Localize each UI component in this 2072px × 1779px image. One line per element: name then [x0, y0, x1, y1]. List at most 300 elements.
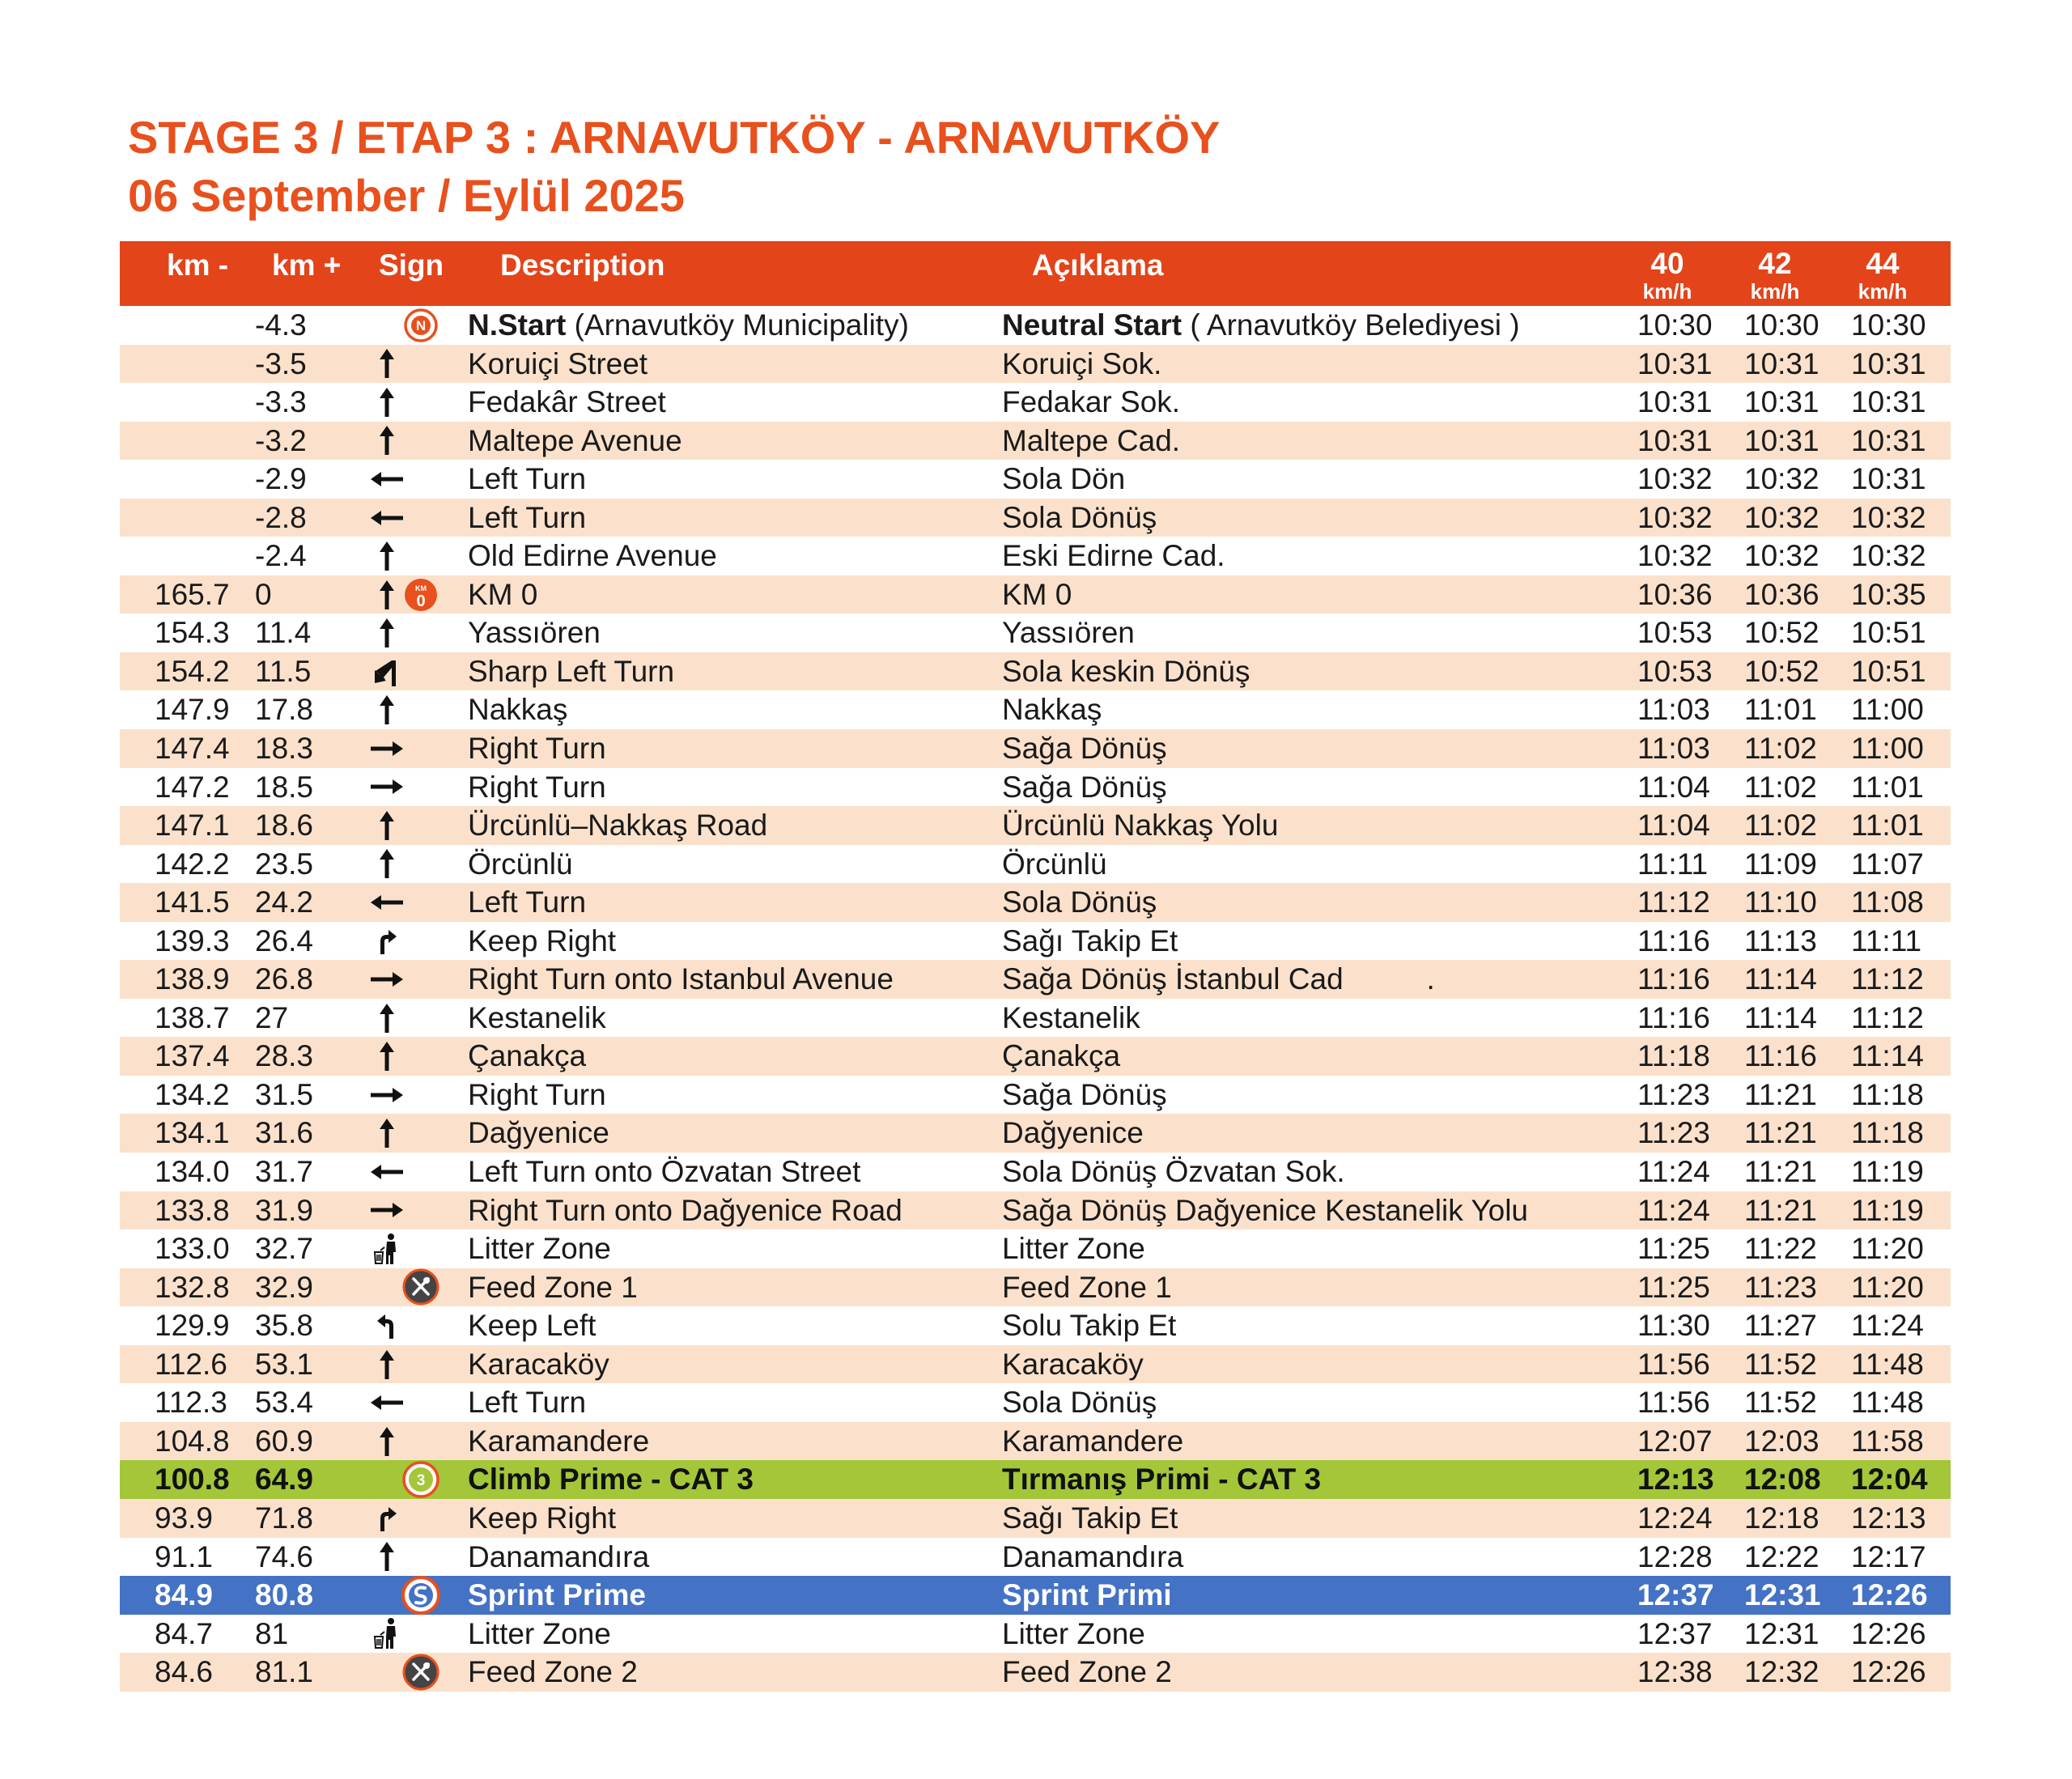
aciklama-cell: Litter Zone — [1002, 1616, 1145, 1650]
table-row — [120, 1499, 1951, 1538]
aciklama-cell: Sola Dönüş — [1002, 500, 1157, 534]
description-cell: Keep Left — [468, 1309, 597, 1343]
km-plus-cell: 31.7 — [255, 1155, 314, 1189]
time-40-cell: 10:31 — [1637, 423, 1713, 457]
aciklama-cell: Karacaköy — [1002, 1347, 1144, 1381]
km-plus-cell: 31.9 — [255, 1193, 314, 1227]
time-40-cell: 10:32 — [1637, 462, 1713, 496]
aciklama-cell: Kestanelik — [1002, 1000, 1140, 1034]
km-plus-cell: 81.1 — [255, 1655, 314, 1689]
time-40-cell: 11:16 — [1637, 923, 1710, 957]
time-42-cell: 11:14 — [1744, 1000, 1817, 1034]
time-40-cell: 11:04 — [1637, 809, 1710, 843]
time-42-cell: 11:21 — [1744, 1077, 1817, 1111]
badge-empty — [398, 1345, 444, 1384]
time-42-cell: 11:16 — [1744, 1039, 1817, 1073]
time-42-cell: 10:36 — [1744, 577, 1819, 611]
time-42-cell: 11:22 — [1744, 1232, 1817, 1266]
time-40-cell: 12:07 — [1637, 1424, 1713, 1458]
aciklama-cell: Tırmanış Primi - CAT 3 — [1002, 1463, 1322, 1497]
description-cell: Left Turn — [468, 1386, 587, 1420]
aciklama-cell: Sola Dönüş Özvatan Sok. — [1002, 1155, 1345, 1189]
time-40-cell: 11:18 — [1637, 1039, 1710, 1073]
km-minus-cell: 84.9 — [155, 1578, 214, 1612]
table-row — [120, 1306, 1951, 1345]
aciklama-cell: Sola Dön — [1002, 462, 1126, 496]
km-minus-cell: 100.8 — [155, 1463, 230, 1497]
table-row — [120, 1653, 1951, 1692]
description-cell: Litter Zone — [468, 1616, 611, 1650]
time-42-cell: 12:08 — [1744, 1463, 1821, 1497]
km-minus-cell: 93.9 — [155, 1501, 214, 1535]
badge-empty — [398, 422, 444, 461]
aciklama-cell: Litter Zone — [1002, 1232, 1145, 1266]
badge-empty — [398, 999, 444, 1038]
description-cell: Fedakâr Street — [468, 385, 666, 419]
badge-empty — [398, 1037, 444, 1076]
km-plus-cell: 53.1 — [255, 1347, 314, 1381]
time-40-cell: 11:25 — [1637, 1232, 1710, 1266]
km-minus-cell: 141.5 — [155, 885, 230, 919]
time-44-cell: 12:13 — [1851, 1501, 1926, 1535]
table-row — [120, 1460, 1951, 1499]
time-40-cell: 11:56 — [1637, 1386, 1710, 1420]
badge-empty — [398, 1615, 444, 1654]
description-rest: (Arnavutköy Municipality) — [566, 308, 909, 342]
table-row — [120, 537, 1951, 575]
description-cell: Left Turn — [468, 462, 587, 496]
time-44-cell: 11:12 — [1851, 1000, 1924, 1034]
badge-empty — [398, 499, 444, 537]
badge-empty — [398, 537, 444, 575]
badge-empty — [398, 460, 444, 499]
table-row — [120, 960, 1951, 999]
aciklama-cell: Eski Edirne Cad. — [1002, 539, 1225, 573]
time-42-cell: 10:31 — [1744, 346, 1819, 380]
table-row — [120, 768, 1951, 807]
km-plus-cell: 28.3 — [255, 1039, 314, 1073]
time-42-cell: 11:52 — [1744, 1347, 1817, 1381]
time-40-cell: 11:16 — [1637, 1000, 1710, 1034]
description-cell: Right Turn — [468, 732, 606, 766]
feed-zone-icon — [398, 1268, 444, 1307]
aciklama-bold: Neutral Start — [1002, 308, 1182, 342]
time-44-cell: 10:31 — [1851, 385, 1926, 419]
km-plus-cell: -2.4 — [255, 539, 307, 573]
badge-empty — [398, 883, 444, 922]
description-cell: Maltepe Avenue — [468, 423, 682, 457]
description-cell: Çanakça — [468, 1039, 587, 1073]
time-40-cell: 11:25 — [1637, 1270, 1710, 1304]
km-plus-cell: -3.5 — [255, 346, 307, 380]
badge-empty — [398, 1229, 444, 1268]
description-cell: Koruiçi Street — [468, 346, 648, 380]
badge-empty — [398, 383, 444, 422]
time-42-cell: 11:21 — [1744, 1193, 1817, 1227]
time-42-cell: 10:31 — [1744, 423, 1819, 457]
table-row — [120, 652, 1951, 691]
aciklama-cell: Nakkaş — [1002, 693, 1102, 727]
time-42-cell: 12:31 — [1744, 1578, 1821, 1612]
km-plus-cell: 32.9 — [255, 1270, 314, 1304]
description-cell: Feed Zone 1 — [468, 1270, 638, 1304]
aciklama-cell: Sağa Dönüş Dağyenice Kestanelik Yolu — [1002, 1193, 1529, 1227]
km-badge-number: 0 — [416, 592, 426, 610]
km-plus-cell: 11.4 — [255, 616, 312, 650]
description-cell — [468, 306, 909, 345]
km-minus-cell: 154.2 — [155, 654, 230, 688]
time-42-cell: 11:02 — [1744, 770, 1817, 804]
speed-unit: km/h — [1858, 279, 1908, 304]
time-40-cell: 11:16 — [1637, 962, 1710, 996]
time-40-cell: 10:32 — [1637, 500, 1713, 534]
table-row — [120, 306, 1951, 345]
km-zero-icon — [398, 575, 444, 614]
time-44-cell: 11:48 — [1851, 1347, 1924, 1381]
time-40-cell: 10:31 — [1637, 346, 1713, 380]
page-title: STAGE 3 / ETAP 3 : ARNAVUTKÖY - ARNAVUTKÖY — [128, 112, 1221, 163]
km-minus-cell: 142.2 — [155, 847, 230, 881]
km-minus-cell: 104.8 — [155, 1424, 230, 1458]
header-aciklama: Açıklama — [1032, 248, 1164, 282]
table-row — [120, 575, 1951, 614]
km-plus-cell: -3.2 — [255, 423, 307, 457]
km-plus-cell: 80.8 — [255, 1578, 314, 1612]
time-44-cell: 10:51 — [1851, 654, 1926, 688]
neutral-start-icon — [398, 306, 444, 345]
time-44-cell: 11:11 — [1851, 923, 1922, 957]
aciklama-cell: Feed Zone 2 — [1002, 1655, 1172, 1689]
time-42-cell: 11:13 — [1744, 923, 1817, 957]
time-44-cell: 11:24 — [1851, 1309, 1924, 1343]
aciklama-cell: Dağyenice — [1002, 1116, 1144, 1150]
km-minus-cell: 84.7 — [155, 1616, 214, 1650]
speed-unit: km/h — [1750, 279, 1800, 304]
table-row — [120, 1191, 1951, 1230]
time-42-cell: 11:27 — [1744, 1309, 1817, 1343]
km-minus-cell: 112.6 — [155, 1347, 227, 1381]
aciklama-cell: Solu Takip Et — [1002, 1309, 1177, 1343]
km-plus-cell: 31.5 — [255, 1077, 314, 1111]
time-44-cell: 10:31 — [1851, 423, 1926, 457]
table-row — [120, 1576, 1951, 1615]
time-40-cell: 10:53 — [1637, 616, 1713, 650]
aciklama-cell: Karamandere — [1002, 1424, 1184, 1458]
aciklama-cell: Maltepe Cad. — [1002, 423, 1181, 457]
header-sign: Sign — [379, 248, 444, 282]
km-plus-cell: 31.6 — [255, 1116, 314, 1150]
km-plus-cell: 11.5 — [255, 654, 312, 688]
km-plus-cell: 24.2 — [255, 885, 314, 919]
description-cell: Sharp Left Turn — [468, 654, 675, 688]
km-plus-cell: 74.6 — [255, 1539, 314, 1573]
time-42-cell: 11:02 — [1744, 809, 1817, 843]
header-speed-42 — [1726, 248, 1824, 303]
km-minus-cell: 154.3 — [155, 616, 230, 650]
time-40-cell: 10:53 — [1637, 654, 1713, 688]
table-body — [120, 306, 1951, 1692]
description-cell: Dağyenice — [468, 1116, 609, 1150]
time-44-cell: 10:32 — [1851, 539, 1926, 573]
time-40-cell: 12:37 — [1637, 1578, 1714, 1612]
km-minus-cell: 132.8 — [155, 1270, 230, 1304]
time-40-cell: 11:04 — [1637, 770, 1710, 804]
time-42-cell: 12:18 — [1744, 1501, 1819, 1535]
table-row — [120, 1229, 1951, 1268]
time-42-cell: 10:32 — [1744, 500, 1819, 534]
description-cell: Ürcünlü–Nakkaş Road — [468, 809, 768, 843]
km-minus-cell: 84.6 — [155, 1655, 214, 1689]
km-minus-cell: 133.0 — [155, 1232, 230, 1266]
km-plus-cell: 35.8 — [255, 1309, 314, 1343]
time-44-cell: 11:01 — [1851, 770, 1924, 804]
badge-empty — [398, 1422, 444, 1461]
table-row — [120, 1076, 1951, 1115]
time-44-cell: 11:18 — [1851, 1116, 1924, 1150]
badge-empty — [398, 922, 444, 961]
time-42-cell: 11:21 — [1744, 1116, 1817, 1150]
description-cell: Right Turn — [468, 770, 606, 804]
km-minus-cell: 165.7 — [155, 577, 230, 611]
km-plus-cell: 17.8 — [255, 693, 314, 727]
badge-empty — [398, 1153, 444, 1191]
km-plus-cell: 26.8 — [255, 962, 314, 996]
table-row — [120, 806, 1951, 845]
time-42-cell: 10:32 — [1744, 539, 1819, 573]
time-44-cell: 12:17 — [1851, 1539, 1926, 1573]
time-40-cell: 11:30 — [1637, 1309, 1710, 1343]
km-plus-cell: 18.6 — [255, 809, 314, 843]
km-minus-cell: 138.7 — [155, 1000, 230, 1034]
badge-empty — [398, 345, 444, 384]
description-cell: Keep Right — [468, 1501, 617, 1535]
description-cell: Sprint Prime — [468, 1578, 646, 1612]
time-40-cell: 10:36 — [1637, 577, 1713, 611]
time-42-cell: 12:32 — [1744, 1655, 1819, 1689]
description-bold: N.Start — [468, 308, 567, 342]
time-44-cell: 12:26 — [1851, 1578, 1928, 1612]
time-44-cell: 11:01 — [1851, 809, 1924, 843]
itinerary-table — [120, 241, 1951, 1692]
aciklama-cell: Sprint Primi — [1002, 1578, 1172, 1612]
km-plus-cell: 0 — [255, 577, 272, 611]
km-plus-cell: 27 — [255, 1000, 289, 1034]
time-44-cell: 10:51 — [1851, 616, 1926, 650]
speed-value: 44 — [1866, 247, 1900, 280]
table-row — [120, 422, 1951, 461]
time-42-cell: 11:10 — [1744, 885, 1817, 919]
aciklama-cell: Sağa Dönüş — [1002, 770, 1167, 804]
time-42-cell: 10:52 — [1744, 654, 1819, 688]
badge-empty — [398, 1191, 444, 1230]
time-40-cell: 11:24 — [1637, 1193, 1710, 1227]
badge-empty — [398, 729, 444, 768]
table-row — [120, 499, 1951, 537]
description-cell: Feed Zone 2 — [468, 1655, 638, 1689]
description-cell: Nakkaş — [468, 693, 568, 727]
header-km-minus: km - — [167, 248, 229, 282]
description-cell: Danamandıra — [468, 1539, 650, 1573]
time-42-cell: 10:31 — [1744, 385, 1819, 419]
time-42-cell: 11:21 — [1744, 1155, 1817, 1189]
aciklama-cell: Sağı Takip Et — [1002, 923, 1178, 957]
aciklama-cell: Sola Dönüş — [1002, 1386, 1157, 1420]
svg-text:N: N — [415, 317, 427, 333]
table-row — [120, 1268, 1951, 1307]
time-40-cell: 10:32 — [1637, 539, 1713, 573]
aciklama-cell: Yassıören — [1002, 616, 1135, 650]
time-44-cell: 11:20 — [1851, 1232, 1924, 1266]
header-km-plus: km + — [272, 248, 342, 282]
time-44-cell: 12:26 — [1851, 1655, 1926, 1689]
table-row — [120, 1538, 1951, 1577]
aciklama-cell: Sağı Takip Et — [1002, 1501, 1178, 1535]
aciklama-cell: Ürcünlü Nakkaş Yolu — [1002, 809, 1279, 843]
time-42-cell: 11:52 — [1744, 1386, 1817, 1420]
description-cell: Left Turn onto Özvatan Street — [468, 1155, 861, 1189]
km-plus-cell: 26.4 — [255, 923, 314, 957]
table-row — [120, 345, 1951, 384]
description-cell: Keep Right — [468, 923, 617, 957]
table-row — [120, 1037, 1951, 1076]
description-cell: Left Turn — [468, 500, 587, 534]
km-plus-cell: 64.9 — [255, 1463, 314, 1497]
aciklama-cell — [1002, 306, 1520, 345]
km-minus-cell: 147.4 — [155, 732, 230, 766]
time-44-cell: 11:14 — [1851, 1039, 1924, 1073]
km-plus-cell: -2.9 — [255, 462, 307, 496]
speed-value: 40 — [1650, 247, 1684, 280]
km-plus-cell: 71.8 — [255, 1501, 314, 1535]
km-minus-cell: 129.9 — [155, 1309, 230, 1343]
aciklama-cell: Danamandıra — [1002, 1539, 1184, 1573]
table-row — [120, 614, 1951, 652]
time-42-cell: 10:52 — [1744, 616, 1819, 650]
description-cell: Yassıören — [468, 616, 601, 650]
badge-empty — [398, 1114, 444, 1153]
table-row — [120, 922, 1951, 961]
time-44-cell: 10:32 — [1851, 500, 1926, 534]
km-plus-cell: 60.9 — [255, 1424, 314, 1458]
badge-empty — [398, 768, 444, 807]
aciklama-rest: ( Arnavutköy Belediyesi ) — [1182, 308, 1520, 342]
time-44-cell: 11:19 — [1851, 1193, 1924, 1227]
km-minus-cell: 147.1 — [155, 809, 230, 843]
climb-category-number: 3 — [416, 1472, 426, 1490]
page-subtitle-date: 06 September / Eylül 2025 — [128, 170, 685, 221]
table-header — [120, 241, 1951, 306]
speed-unit: km/h — [1642, 279, 1692, 304]
time-44-cell: 12:04 — [1851, 1463, 1928, 1497]
badge-empty — [398, 690, 444, 729]
description-cell: Old Edirne Avenue — [468, 539, 717, 573]
time-40-cell: 12:28 — [1637, 1539, 1713, 1573]
km-plus-cell: 81 — [255, 1616, 289, 1650]
time-40-cell: 11:03 — [1637, 693, 1710, 727]
aciklama-cell — [1002, 960, 1435, 999]
time-44-cell: 11:20 — [1851, 1270, 1924, 1304]
description-cell: Kestanelik — [468, 1000, 606, 1034]
aciklama-cell: Sağa Dönüş — [1002, 1077, 1167, 1111]
description-cell: KM 0 — [468, 577, 538, 611]
aciklama-cell: Örcünlü — [1002, 847, 1107, 881]
time-44-cell: 11:18 — [1851, 1077, 1924, 1111]
time-44-cell: 10:35 — [1851, 577, 1926, 611]
time-44-cell: 11:58 — [1851, 1424, 1924, 1458]
badge-empty — [398, 960, 444, 999]
table-row — [120, 1345, 1951, 1384]
time-40-cell: 12:37 — [1637, 1616, 1713, 1650]
time-40-cell: 10:30 — [1637, 308, 1713, 342]
description-cell: Karacaköy — [468, 1347, 609, 1381]
time-40-cell: 12:13 — [1637, 1463, 1714, 1497]
time-44-cell: 12:26 — [1851, 1616, 1926, 1650]
table-row — [120, 729, 1951, 768]
description-cell: Right Turn — [468, 1077, 606, 1111]
time-42-cell: 11:14 — [1744, 962, 1817, 996]
badge-empty — [398, 1306, 444, 1345]
table-row — [120, 460, 1951, 499]
table-row — [120, 1153, 1951, 1191]
km-minus-cell: 139.3 — [155, 923, 230, 957]
feed-zone-icon — [398, 1653, 444, 1692]
description-cell: Karamandere — [468, 1424, 650, 1458]
aciklama-cell: Çanakça — [1002, 1039, 1121, 1073]
table-row — [120, 1383, 1951, 1422]
description-cell: Litter Zone — [468, 1232, 611, 1266]
description-cell: Örcünlü — [468, 847, 573, 881]
km-plus-cell: -4.3 — [255, 308, 307, 342]
time-40-cell: 11:03 — [1637, 732, 1710, 766]
table-row — [120, 845, 1951, 884]
time-44-cell: 11:12 — [1851, 962, 1924, 996]
description-cell: Climb Prime - CAT 3 — [468, 1463, 754, 1497]
time-44-cell: 10:31 — [1851, 346, 1926, 380]
time-40-cell: 11:23 — [1637, 1077, 1710, 1111]
description-cell: Right Turn onto Dağyenice Road — [468, 1193, 902, 1227]
time-44-cell: 10:31 — [1851, 462, 1926, 496]
km-plus-cell: -2.8 — [255, 500, 307, 534]
km-minus-cell: 147.2 — [155, 770, 230, 804]
aciklama-cell: Feed Zone 1 — [1002, 1270, 1172, 1304]
speed-value: 42 — [1758, 247, 1792, 280]
time-40-cell: 11:24 — [1637, 1155, 1710, 1189]
climb-cat3-icon — [398, 1460, 444, 1499]
km-minus-cell: 137.4 — [155, 1039, 230, 1073]
time-42-cell: 11:02 — [1744, 732, 1817, 766]
aciklama-text: Sağa Dönüş İstanbul Cad — [1002, 962, 1344, 996]
time-42-cell: 10:32 — [1744, 462, 1819, 496]
time-44-cell: 11:19 — [1851, 1155, 1924, 1189]
km-minus-cell: 134.1 — [155, 1116, 230, 1150]
time-40-cell: 12:38 — [1637, 1655, 1713, 1689]
header-description: Description — [500, 248, 665, 282]
sprint-icon — [398, 1576, 444, 1615]
km-plus-cell: -3.3 — [255, 385, 307, 419]
time-44-cell: 11:00 — [1851, 693, 1924, 727]
km-minus-cell: 134.0 — [155, 1155, 230, 1189]
km-minus-cell: 91.1 — [155, 1539, 214, 1573]
km-minus-cell: 138.9 — [155, 962, 230, 996]
time-44-cell: 10:30 — [1851, 308, 1926, 342]
aciklama-cell: Fedakar Sok. — [1002, 385, 1181, 419]
aciklama-cell: Koruiçi Sok. — [1002, 346, 1162, 380]
aciklama-cell: Sağa Dönüş — [1002, 732, 1167, 766]
km-plus-cell: 53.4 — [255, 1386, 314, 1420]
table-row — [120, 690, 1951, 729]
time-40-cell: 12:24 — [1637, 1501, 1713, 1535]
km-plus-cell: 23.5 — [255, 847, 314, 881]
